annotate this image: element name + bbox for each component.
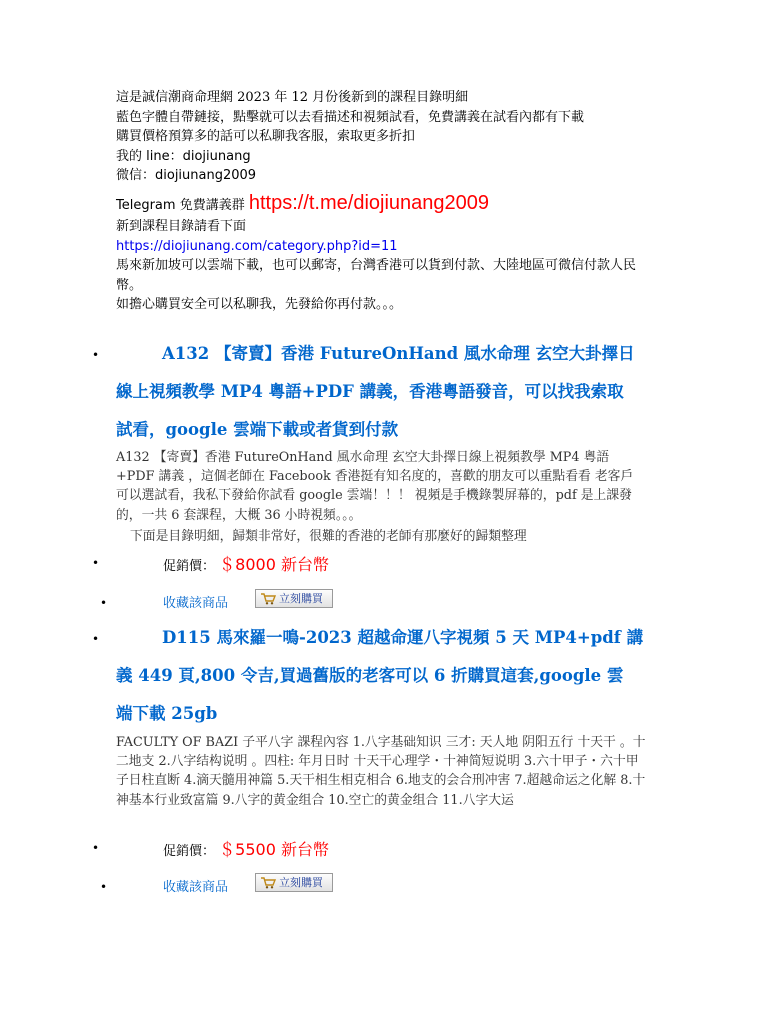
- telegram-label: Telegram 免費講義群: [116, 197, 245, 213]
- product-title-line[interactable]: D115 馬來羅一鳴-2023 超越命運八字視頻 5 天 MP4+pdf 講: [162, 628, 644, 647]
- telegram-line: [116, 189, 661, 217]
- product-title-line[interactable]: 端下載 25gb: [116, 704, 218, 723]
- buy-now-label: 立刻購買: [279, 592, 323, 605]
- bullet-marker: •: [92, 632, 100, 646]
- line-id: 我的 line：diojiunang: [116, 148, 251, 164]
- price-row: [163, 552, 329, 575]
- product-title-link[interactable]: [116, 619, 646, 733]
- favorite-link[interactable]: 收藏該商品: [163, 596, 229, 611]
- price-amount: ＄8000 新台幣: [219, 555, 329, 574]
- price-row: [163, 837, 329, 860]
- bullet-marker: •: [92, 841, 100, 855]
- shipping-note: 馬來新加坡可以雲端下載，也可以郵寄，台灣香港可以貨到付款、大陸地區可微信付款人民幣。: [116, 258, 637, 293]
- product-title-line[interactable]: A132 【寄賣】香港 FutureOnHand 風水命理 玄空大卦擇日: [162, 344, 635, 363]
- intro-line-3: 購買價格預算多的話可以私聊我客服，索取更多折扣: [116, 129, 416, 145]
- buy-now-button[interactable]: [255, 873, 333, 892]
- product-title-link[interactable]: [116, 335, 646, 449]
- wechat-id: 微信：diojiunang2009: [116, 168, 257, 184]
- shopping-cart-icon: [260, 592, 276, 605]
- product-description: FACULTY OF BAZI 子平八字 課程內容 1.八字基础知识 三才: 天人地 阴阳五行 十天干 。十二地支 2.八字结构说明 。四柱: 年月日时 十天干心理学・十神简短说明 3.六十甲子・六十甲子日柱直断 4.滴天髓用神篇 5.天干相生相克相合 6.地支的会合刑冲害 7.超越命运之化解 8.十神基本行业致富篇 9.八字的黄金组合 10.空亡的黄金组合 11.八字大运: [116, 735, 646, 808]
- intro-section: [116, 88, 661, 315]
- catalog-link[interactable]: https://diojiunang.com/category.php?id=11: [116, 238, 398, 254]
- bullet-marker: •: [92, 348, 100, 362]
- intro-line-1: 這是誠信潮商命理網 2023 年 12 月份後新到的課程目錄明細: [116, 90, 469, 105]
- product-title-line[interactable]: 試看，google 雲端下載或者貨到付款: [116, 420, 399, 439]
- shopping-cart-icon: [260, 876, 276, 889]
- product-description-note: 下面是目錄明細，歸類非常好，很難的香港的老師有那麼好的歸類整理: [130, 529, 527, 544]
- favorite-link[interactable]: 收藏該商品: [163, 880, 229, 895]
- price-label: 促銷價：: [163, 844, 216, 859]
- price-amount: ＄5500 新台幣: [219, 840, 329, 859]
- product-title-line[interactable]: 線上視頻教學 MP4 粵語+PDF 講義，香港粵語發音，可以找我索取: [116, 382, 624, 401]
- price-label: 促銷價：: [163, 559, 216, 574]
- bullet-marker: •: [100, 596, 108, 610]
- bullet-marker: •: [100, 880, 108, 894]
- safety-note: 如擔心購買安全可以私聊我，先發給你再付款。。。: [116, 297, 403, 313]
- bullet-marker: •: [92, 556, 100, 570]
- telegram-link[interactable]: https://t.me/diojiunang2009: [248, 191, 490, 214]
- buy-now-label: 立刻購買: [279, 876, 323, 889]
- buy-now-button[interactable]: [255, 589, 333, 608]
- product-title-line[interactable]: 義 449 頁,800 令吉,買過舊版的老客可以 6 折購買這套,google 雲: [116, 666, 624, 685]
- intro-line-2: 藍色字體自帶鏈接，點擊就可以去看描述和視頻試看，免費講義在試看內都有下載: [116, 109, 585, 125]
- product-description: A132 【寄賣】香港 FutureOnHand 風水命理 玄空大卦擇日線上視頻教學 MP4 粵語+PDF 講義 ，這個老師在 Facebook 香港挺有知名度的，喜歡的朋友可以重點看看 老客戶可以選試看，我私下發給你試看 google 雲端！！！ 視頻是手機錄製屏幕的，pdf 是上課發的，一共 6 套課程，大概 36 小時視頻。。。: [116, 450, 634, 523]
- catalog-label: 新到課程目錄請看下面: [116, 218, 247, 234]
